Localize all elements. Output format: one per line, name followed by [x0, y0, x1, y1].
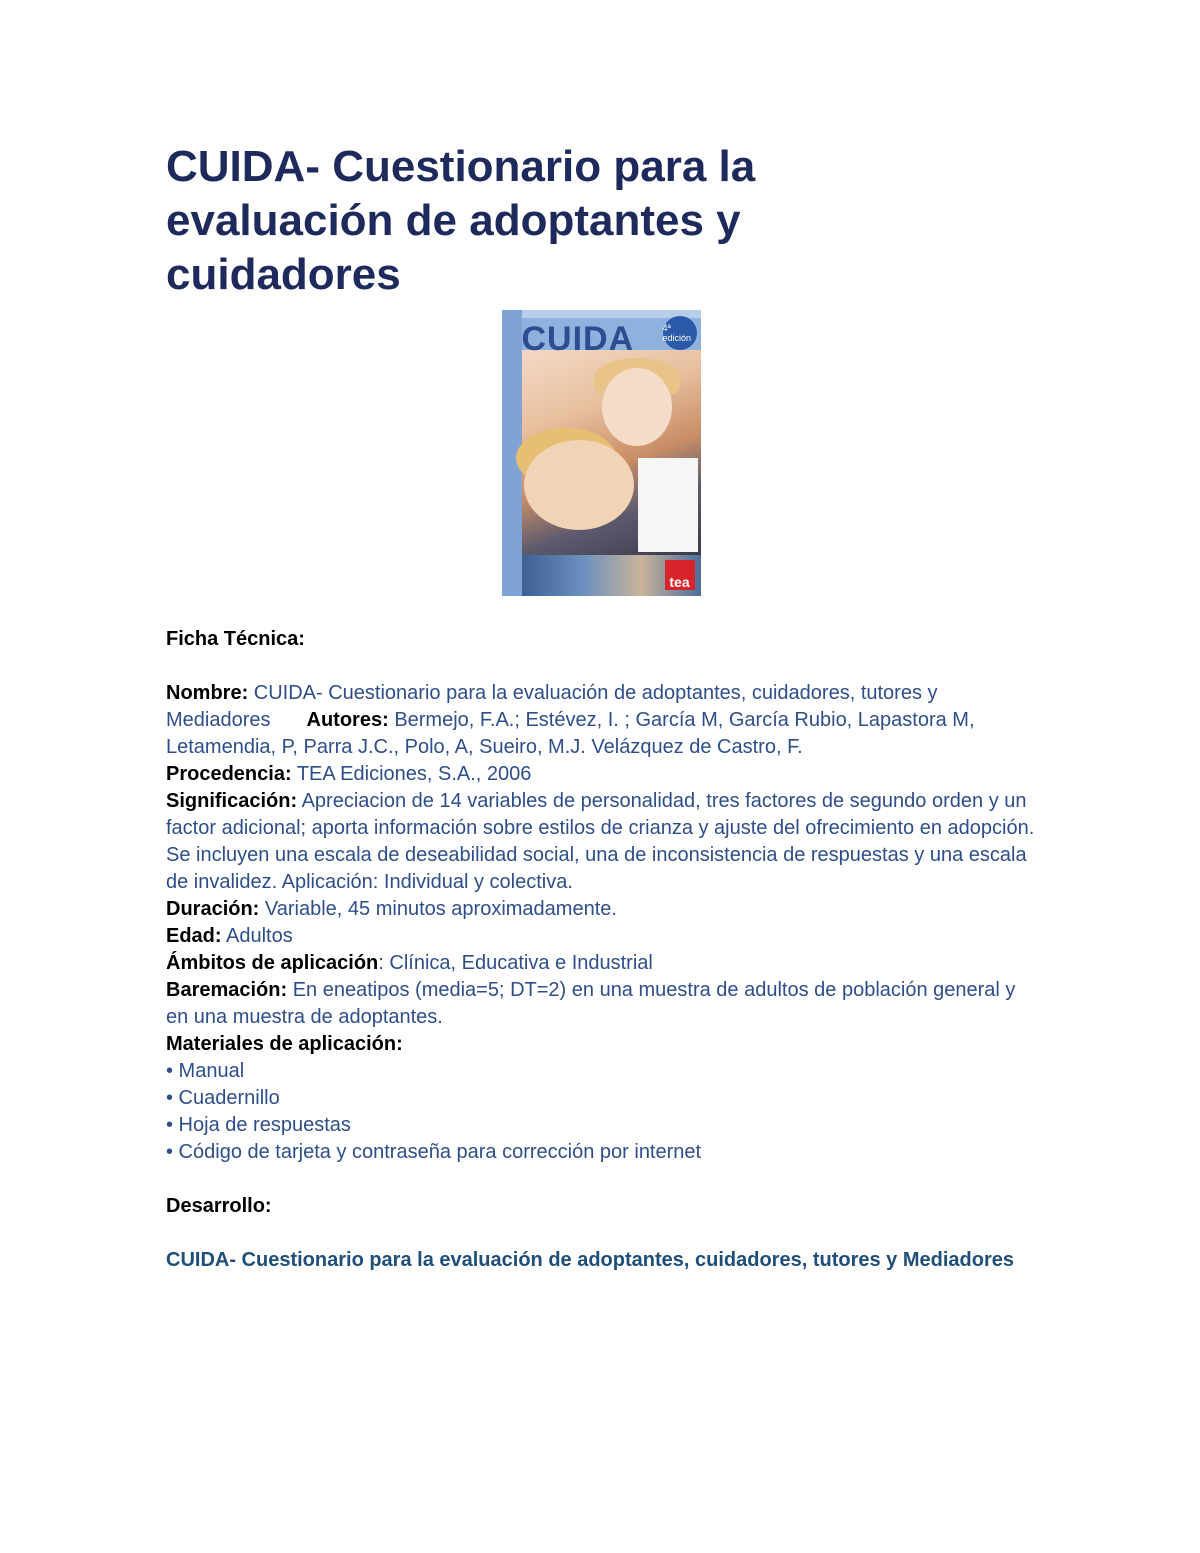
cover-brand: CUIDA	[521, 320, 635, 358]
edad-value: Adultos	[226, 925, 293, 947]
tea-logo: tea	[665, 560, 695, 590]
cover-edition-badge: 4ª edición	[663, 316, 697, 350]
materiales-item: • Código de tarjeta y contraseña para corrección por internet	[166, 1141, 702, 1163]
duracion-line	[166, 896, 1036, 923]
baremacion-label: Baremación:	[166, 979, 288, 1001]
significacion-value: Apreciacion de 14 variables de personalidad, tres factores de segundo orden y un factor adicional; aporta información sobre estilos de crianza y ajuste del ofrecimiento en adopción. Se incluyen una escala de deseabilidad social, una de inconsistencia de respuestas y una escala de invalidez. Aplicación: Individual y colectiva.	[166, 790, 1035, 893]
cover-container	[166, 310, 1036, 596]
document-page	[166, 140, 1036, 1274]
desarrollo-subtitle: CUIDA- Cuestionario para la evaluación de adoptantes, cuidadores, tutores y Mediadores	[166, 1249, 1014, 1271]
cover-photo-card	[638, 458, 698, 552]
materiales-item: • Cuadernillo	[166, 1087, 280, 1109]
materiales-section	[166, 1031, 1036, 1166]
spacer	[166, 1166, 1036, 1193]
procedencia-line	[166, 761, 1036, 788]
duracion-label: Duración:	[166, 898, 260, 920]
cover-photo	[522, 350, 701, 555]
edad-line	[166, 923, 1036, 950]
nombre-label: Nombre:	[166, 682, 249, 704]
nombre-value: CUIDA- Cuestionario para la evaluación de adoptantes, cuidadores, tutores y Mediadores	[166, 682, 938, 731]
baremacion-value: En eneatipos (media=5; DT=2) en una muestra de adultos de población general y en una muestra de adoptantes.	[166, 979, 1016, 1028]
baremacion-paragraph	[166, 977, 1036, 1031]
book-cover-image	[502, 310, 701, 596]
cover-photo-face-bottom	[524, 440, 634, 530]
significacion-label: Significación:	[166, 790, 298, 812]
autores-label: Autores:	[306, 709, 389, 731]
materiales-item: • Hoja de respuestas	[166, 1114, 351, 1136]
procedencia-label: Procedencia:	[166, 763, 292, 785]
significacion-paragraph	[166, 788, 1036, 896]
materiales-item: • Manual	[166, 1060, 245, 1082]
procedencia-value: TEA Ediciones, S.A., 2006	[296, 763, 532, 785]
nombre-autores-paragraph	[166, 680, 1036, 761]
ambitos-label: Ámbitos de aplicación	[166, 952, 379, 974]
ficha-heading: Ficha Técnica:	[166, 628, 305, 650]
ambitos-value: : Clínica, Educativa e Industrial	[378, 952, 653, 974]
materiales-label: Materiales de aplicación:	[166, 1033, 403, 1055]
edad-label: Edad:	[166, 925, 222, 947]
desarrollo-heading: Desarrollo:	[166, 1195, 272, 1217]
spacer	[166, 653, 1036, 680]
page-title: CUIDA- Cuestionario para la evaluación de adoptantes y cuidadores	[166, 142, 756, 299]
cover-photo-face-top	[602, 368, 672, 446]
duracion-value: Variable, 45 minutos aproximadamente.	[264, 898, 617, 920]
ficha-tecnica	[166, 626, 1036, 1274]
ambitos-line	[166, 950, 1036, 977]
spacer	[166, 1220, 1036, 1247]
autores-value: Bermejo, F.A.; Estévez, I. ; García M, García Rubio, Lapastora M, Letamendia, P, Parra J.C., Polo, A, Sueiro, M.J. Velázquez de Castro, F.	[166, 709, 975, 758]
